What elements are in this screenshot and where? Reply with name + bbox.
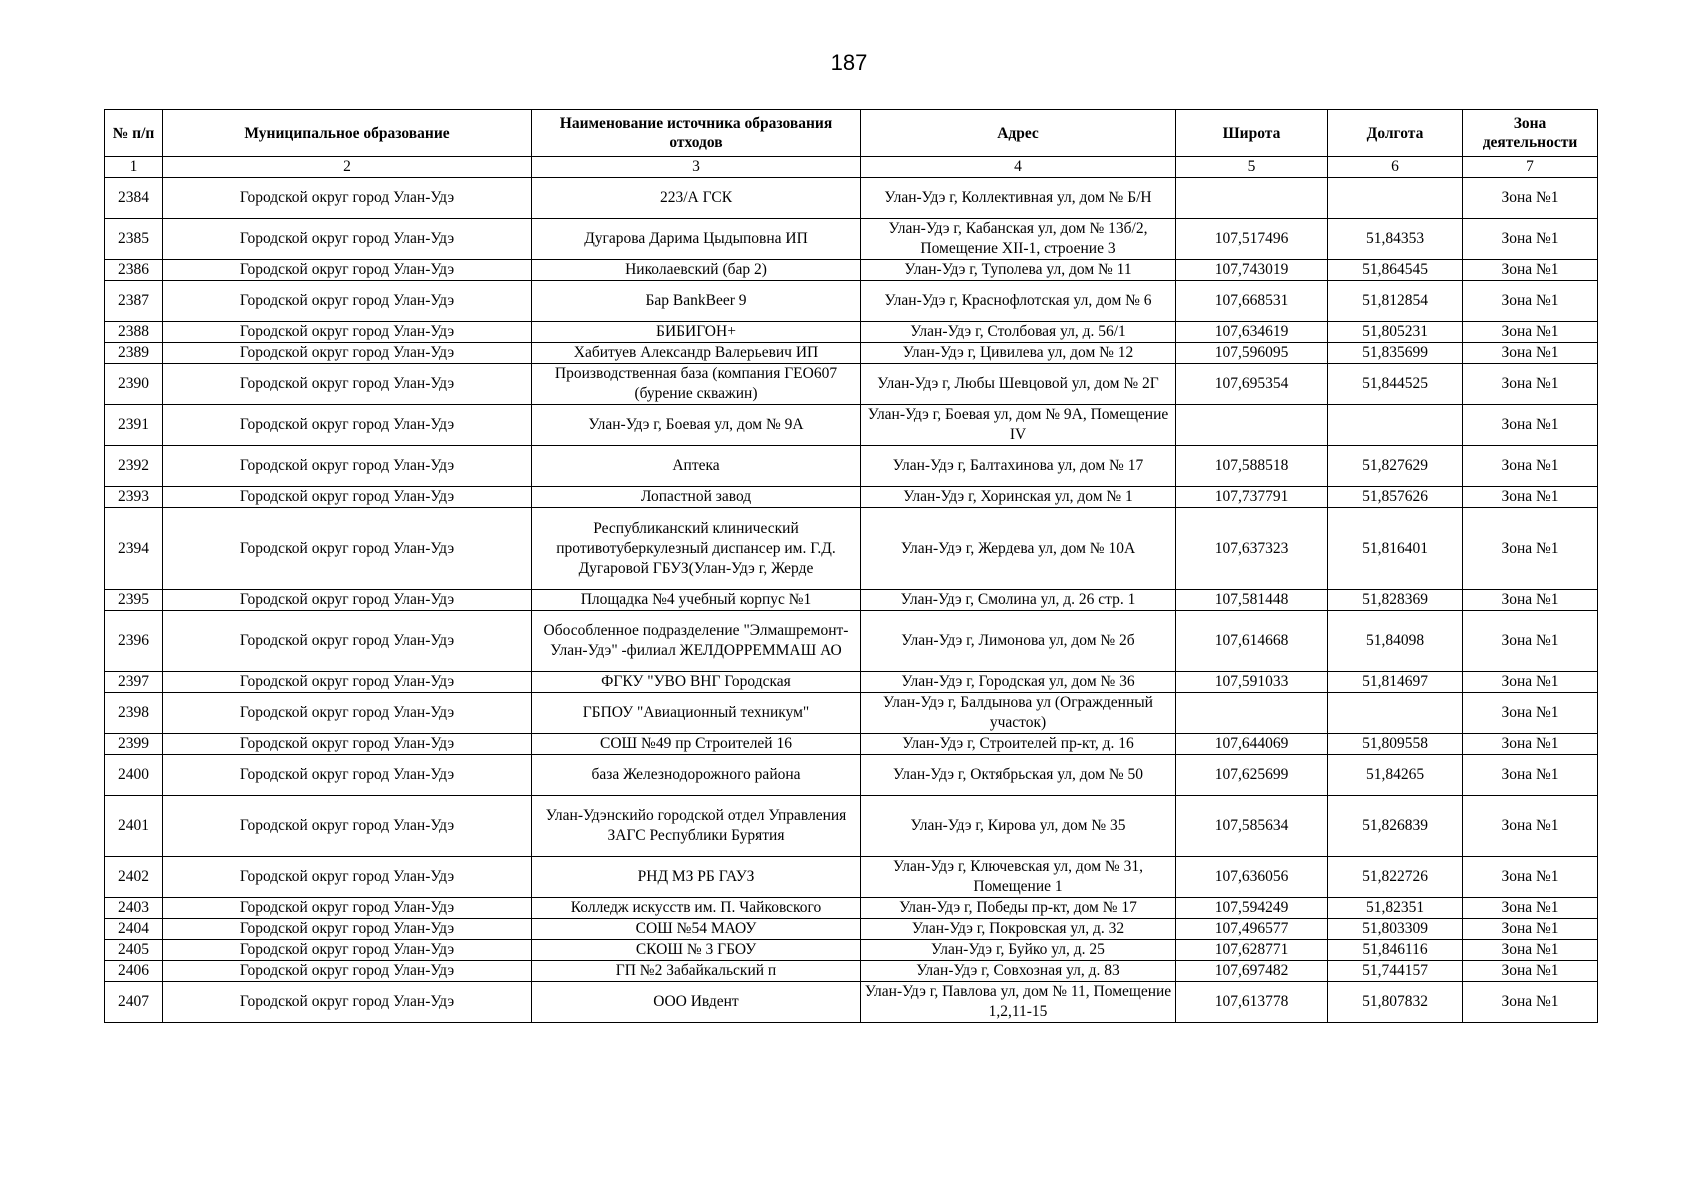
latitude-cell: 107,737791 xyxy=(1176,487,1328,508)
longitude-cell: 51,82351 xyxy=(1328,898,1463,919)
address-cell: Улан-Удэ г, Столбовая ул, д. 56/1 xyxy=(861,322,1176,343)
longitude-cell: 51,807832 xyxy=(1328,982,1463,1023)
longitude-cell: 51,744157 xyxy=(1328,961,1463,982)
table-row xyxy=(105,919,1598,940)
row-number-cell: 2388 xyxy=(105,322,163,343)
address-cell: Улан-Удэ г, Городская ул, дом № 36 xyxy=(861,672,1176,693)
source-name-cell: 223/А ГСК xyxy=(532,178,861,219)
municipality-cell: Городской округ город Улан-Удэ xyxy=(163,281,532,322)
zone-cell: Зона №1 xyxy=(1463,260,1598,281)
longitude-cell: 51,805231 xyxy=(1328,322,1463,343)
zone-cell: Зона №1 xyxy=(1463,857,1598,898)
longitude-cell: 51,814697 xyxy=(1328,672,1463,693)
row-number-cell: 2389 xyxy=(105,343,163,364)
row-number-cell: 2391 xyxy=(105,405,163,446)
table-row xyxy=(105,446,1598,487)
source-name-cell: Улан-Удэнскийо городской отдел Управления ЗАГС Республики Бурятия xyxy=(532,796,861,857)
row-number-cell: 2392 xyxy=(105,446,163,487)
longitude-cell xyxy=(1328,693,1463,734)
municipality-cell: Городской округ город Улан-Удэ xyxy=(163,982,532,1023)
table-row xyxy=(105,260,1598,281)
table-row xyxy=(105,343,1598,364)
municipality-cell: Городской округ город Улан-Удэ xyxy=(163,322,532,343)
address-cell: Улан-Удэ г, Буйко ул, д. 25 xyxy=(861,940,1176,961)
column-number: 4 xyxy=(861,157,1176,178)
address-cell: Улан-Удэ г, Любы Шевцовой ул, дом № 2Г xyxy=(861,364,1176,405)
source-name-cell: Производственная база (компания ГЕО607 (бурение скважин) xyxy=(532,364,861,405)
latitude-cell: 107,636056 xyxy=(1176,857,1328,898)
table-row xyxy=(105,961,1598,982)
longitude-cell: 51,803309 xyxy=(1328,919,1463,940)
source-name-cell: БИБИГОН+ xyxy=(532,322,861,343)
row-number-cell: 2395 xyxy=(105,590,163,611)
municipality-cell: Городской округ город Улан-Удэ xyxy=(163,611,532,672)
latitude-cell: 107,496577 xyxy=(1176,919,1328,940)
header-municipality: Муниципальное образование xyxy=(163,110,532,157)
row-number-cell: 2390 xyxy=(105,364,163,405)
row-number-cell: 2386 xyxy=(105,260,163,281)
page-number: 187 xyxy=(830,50,868,75)
latitude-cell xyxy=(1176,178,1328,219)
column-number: 7 xyxy=(1463,157,1598,178)
longitude-cell: 51,812854 xyxy=(1328,281,1463,322)
latitude-cell: 107,628771 xyxy=(1176,940,1328,961)
row-number-cell: 2385 xyxy=(105,219,163,260)
column-number-row xyxy=(105,157,1598,178)
longitude-cell: 51,826839 xyxy=(1328,796,1463,857)
longitude-cell: 51,816401 xyxy=(1328,508,1463,590)
zone-cell: Зона №1 xyxy=(1463,961,1598,982)
zone-cell: Зона №1 xyxy=(1463,734,1598,755)
zone-cell: Зона №1 xyxy=(1463,940,1598,961)
longitude-cell: 51,827629 xyxy=(1328,446,1463,487)
column-number: 6 xyxy=(1328,157,1463,178)
table-row xyxy=(105,219,1598,260)
municipality-cell: Городской округ город Улан-Удэ xyxy=(163,405,532,446)
zone-cell: Зона №1 xyxy=(1463,322,1598,343)
municipality-cell: Городской округ город Улан-Удэ xyxy=(163,364,532,405)
table-body xyxy=(105,178,1598,1023)
table-row xyxy=(105,281,1598,322)
municipality-cell: Городской округ город Улан-Удэ xyxy=(163,898,532,919)
latitude-cell: 107,668531 xyxy=(1176,281,1328,322)
zone-cell: Зона №1 xyxy=(1463,343,1598,364)
longitude-cell: 51,84265 xyxy=(1328,755,1463,796)
row-number-cell: 2397 xyxy=(105,672,163,693)
zone-cell: Зона №1 xyxy=(1463,446,1598,487)
source-name-cell: база Железнодорожного района xyxy=(532,755,861,796)
address-cell: Улан-Удэ г, Покровская ул, д. 32 xyxy=(861,919,1176,940)
address-cell: Улан-Удэ г, Лимонова ул, дом № 2б xyxy=(861,611,1176,672)
longitude-cell: 51,809558 xyxy=(1328,734,1463,755)
source-name-cell: ГБПОУ "Авиационный техникум" xyxy=(532,693,861,734)
row-number-cell: 2396 xyxy=(105,611,163,672)
address-cell: Улан-Удэ г, Ключевская ул, дом № 31, Помещение 1 xyxy=(861,857,1176,898)
municipality-cell: Городской округ город Улан-Удэ xyxy=(163,857,532,898)
table-row xyxy=(105,898,1598,919)
longitude-cell: 51,844525 xyxy=(1328,364,1463,405)
table-row xyxy=(105,322,1598,343)
latitude-cell: 107,613778 xyxy=(1176,982,1328,1023)
column-number: 5 xyxy=(1176,157,1328,178)
column-number: 1 xyxy=(105,157,163,178)
address-cell: Улан-Удэ г, Коллективная ул, дом № Б/Н xyxy=(861,178,1176,219)
municipality-cell: Городской округ город Улан-Удэ xyxy=(163,961,532,982)
zone-cell: Зона №1 xyxy=(1463,755,1598,796)
latitude-cell xyxy=(1176,693,1328,734)
latitude-cell: 107,585634 xyxy=(1176,796,1328,857)
source-name-cell: Обособленное подразделение "Элмашремонт-Улан-Удэ" -филиал ЖЕЛДОРРЕММАШ АО xyxy=(532,611,861,672)
address-cell: Улан-Удэ г, Цивилева ул, дом № 12 xyxy=(861,343,1176,364)
header-row-number: № п/п xyxy=(105,110,163,157)
address-cell: Улан-Удэ г, Совхозная ул, д. 83 xyxy=(861,961,1176,982)
table-row xyxy=(105,611,1598,672)
zone-cell: Зона №1 xyxy=(1463,178,1598,219)
row-number-cell: 2387 xyxy=(105,281,163,322)
municipality-cell: Городской округ город Улан-Удэ xyxy=(163,672,532,693)
latitude-cell: 107,625699 xyxy=(1176,755,1328,796)
address-cell: Улан-Удэ г, Балтахинова ул, дом № 17 xyxy=(861,446,1176,487)
source-name-cell: Бар BankBeer 9 xyxy=(532,281,861,322)
source-name-cell: Колледж искусств им. П. Чайковского xyxy=(532,898,861,919)
longitude-cell: 51,846116 xyxy=(1328,940,1463,961)
municipality-cell: Городской округ город Улан-Удэ xyxy=(163,919,532,940)
source-name-cell: Хабитуев Александр Валерьевич ИП xyxy=(532,343,861,364)
row-number-cell: 2402 xyxy=(105,857,163,898)
address-cell: Улан-Удэ г, Октябрьская ул, дом № 50 xyxy=(861,755,1176,796)
municipality-cell: Городской округ город Улан-Удэ xyxy=(163,219,532,260)
row-number-cell: 2400 xyxy=(105,755,163,796)
row-number-cell: 2407 xyxy=(105,982,163,1023)
column-number: 3 xyxy=(532,157,861,178)
zone-cell: Зона №1 xyxy=(1463,487,1598,508)
municipality-cell: Городской округ город Улан-Удэ xyxy=(163,693,532,734)
header-row xyxy=(105,110,1598,157)
municipality-cell: Городской округ город Улан-Удэ xyxy=(163,260,532,281)
latitude-cell xyxy=(1176,405,1328,446)
municipality-cell: Городской округ город Улан-Удэ xyxy=(163,734,532,755)
latitude-cell: 107,743019 xyxy=(1176,260,1328,281)
row-number-cell: 2404 xyxy=(105,919,163,940)
source-name-cell: Дугарова Дарима Цыдыповна ИП xyxy=(532,219,861,260)
header-source-name: Наименование источника образования отходов xyxy=(532,110,861,157)
latitude-cell: 107,695354 xyxy=(1176,364,1328,405)
latitude-cell: 107,594249 xyxy=(1176,898,1328,919)
address-cell: Улан-Удэ г, Хоринская ул, дом № 1 xyxy=(861,487,1176,508)
row-number-cell: 2403 xyxy=(105,898,163,919)
zone-cell: Зона №1 xyxy=(1463,898,1598,919)
address-cell: Улан-Удэ г, Боевая ул, дом № 9А, Помещение IV xyxy=(861,405,1176,446)
municipality-cell: Городской округ город Улан-Удэ xyxy=(163,487,532,508)
latitude-cell: 107,591033 xyxy=(1176,672,1328,693)
table-header xyxy=(105,110,1598,178)
source-name-cell: ООО Ивдент xyxy=(532,982,861,1023)
source-name-cell: Улан-Удэ г, Боевая ул, дом № 9А xyxy=(532,405,861,446)
row-number-cell: 2399 xyxy=(105,734,163,755)
zone-cell: Зона №1 xyxy=(1463,590,1598,611)
column-number: 2 xyxy=(163,157,532,178)
municipality-cell: Городской округ город Улан-Удэ xyxy=(163,178,532,219)
address-cell: Улан-Удэ г, Смолина ул, д. 26 стр. 1 xyxy=(861,590,1176,611)
table-row xyxy=(105,364,1598,405)
longitude-cell xyxy=(1328,178,1463,219)
latitude-cell: 107,634619 xyxy=(1176,322,1328,343)
table-row xyxy=(105,796,1598,857)
source-name-cell: СОШ №49 пр Строителей 16 xyxy=(532,734,861,755)
row-number-cell: 2393 xyxy=(105,487,163,508)
address-cell: Улан-Удэ г, Победы пр-кт, дом № 17 xyxy=(861,898,1176,919)
source-name-cell: СОШ №54 МАОУ xyxy=(532,919,861,940)
address-cell: Улан-Удэ г, Жердева ул, дом № 10А xyxy=(861,508,1176,590)
header-address: Адрес xyxy=(861,110,1176,157)
zone-cell: Зона №1 xyxy=(1463,508,1598,590)
municipality-cell: Городской округ город Улан-Удэ xyxy=(163,796,532,857)
zone-cell: Зона №1 xyxy=(1463,219,1598,260)
longitude-cell xyxy=(1328,405,1463,446)
table-row xyxy=(105,857,1598,898)
table-row xyxy=(105,693,1598,734)
table-row xyxy=(105,590,1598,611)
latitude-cell: 107,637323 xyxy=(1176,508,1328,590)
latitude-cell: 107,588518 xyxy=(1176,446,1328,487)
zone-cell: Зона №1 xyxy=(1463,982,1598,1023)
row-number-cell: 2398 xyxy=(105,693,163,734)
source-name-cell: РНД МЗ РБ ГАУЗ xyxy=(532,857,861,898)
longitude-cell: 51,84098 xyxy=(1328,611,1463,672)
header-zone: Зона деятельности xyxy=(1463,110,1598,157)
table-row xyxy=(105,178,1598,219)
municipality-cell: Городской округ город Улан-Удэ xyxy=(163,940,532,961)
zone-cell: Зона №1 xyxy=(1463,611,1598,672)
longitude-cell: 51,857626 xyxy=(1328,487,1463,508)
row-number-cell: 2406 xyxy=(105,961,163,982)
source-name-cell: ФГКУ "УВО ВНГ Городская xyxy=(532,672,861,693)
address-cell: Улан-Удэ г, Кабанская ул, дом № 13б/2, Помещение XII-1, строение 3 xyxy=(861,219,1176,260)
source-name-cell: Площадка №4 учебный корпус №1 xyxy=(532,590,861,611)
address-cell: Улан-Удэ г, Строителей пр-кт, д. 16 xyxy=(861,734,1176,755)
longitude-cell: 51,828369 xyxy=(1328,590,1463,611)
latitude-cell: 107,614668 xyxy=(1176,611,1328,672)
longitude-cell: 51,84353 xyxy=(1328,219,1463,260)
latitude-cell: 107,644069 xyxy=(1176,734,1328,755)
table-row xyxy=(105,405,1598,446)
source-name-cell: ГП №2 Забайкальский п xyxy=(532,961,861,982)
municipality-cell: Городской округ город Улан-Удэ xyxy=(163,755,532,796)
zone-cell: Зона №1 xyxy=(1463,693,1598,734)
zone-cell: Зона №1 xyxy=(1463,919,1598,940)
zone-cell: Зона №1 xyxy=(1463,364,1598,405)
zone-cell: Зона №1 xyxy=(1463,281,1598,322)
longitude-cell: 51,822726 xyxy=(1328,857,1463,898)
waste-source-table xyxy=(104,109,1598,1023)
source-name-cell: Республиканский клинический противотуберкулезный диспансер им. Г.Д. Дугаровой ГБУЗ(Улан-Удэ г, Жерде xyxy=(532,508,861,590)
table-row xyxy=(105,508,1598,590)
zone-cell: Зона №1 xyxy=(1463,405,1598,446)
latitude-cell: 107,517496 xyxy=(1176,219,1328,260)
address-cell: Улан-Удэ г, Балдынова ул (Огражденный участок) xyxy=(861,693,1176,734)
municipality-cell: Городской округ город Улан-Удэ xyxy=(163,508,532,590)
row-number-cell: 2394 xyxy=(105,508,163,590)
latitude-cell: 107,581448 xyxy=(1176,590,1328,611)
table-row xyxy=(105,487,1598,508)
table-row xyxy=(105,672,1598,693)
municipality-cell: Городской округ город Улан-Удэ xyxy=(163,590,532,611)
table-row xyxy=(105,940,1598,961)
longitude-cell: 51,835699 xyxy=(1328,343,1463,364)
table-row xyxy=(105,734,1598,755)
source-name-cell: Аптека xyxy=(532,446,861,487)
latitude-cell: 107,697482 xyxy=(1176,961,1328,982)
municipality-cell: Городской округ город Улан-Удэ xyxy=(163,446,532,487)
source-name-cell: Николаевский (бар 2) xyxy=(532,260,861,281)
latitude-cell: 107,596095 xyxy=(1176,343,1328,364)
table-row xyxy=(105,982,1598,1023)
row-number-cell: 2384 xyxy=(105,178,163,219)
table-row xyxy=(105,755,1598,796)
zone-cell: Зона №1 xyxy=(1463,672,1598,693)
row-number-cell: 2401 xyxy=(105,796,163,857)
address-cell: Улан-Удэ г, Краснофлотская ул, дом № 6 xyxy=(861,281,1176,322)
header-longitude: Долгота xyxy=(1328,110,1463,157)
source-name-cell: СКОШ № 3 ГБОУ xyxy=(532,940,861,961)
header-latitude: Широта xyxy=(1176,110,1328,157)
municipality-cell: Городской округ город Улан-Удэ xyxy=(163,343,532,364)
address-cell: Улан-Удэ г, Туполева ул, дом № 11 xyxy=(861,260,1176,281)
zone-cell: Зона №1 xyxy=(1463,796,1598,857)
row-number-cell: 2405 xyxy=(105,940,163,961)
address-cell: Улан-Удэ г, Кирова ул, дом № 35 xyxy=(861,796,1176,857)
longitude-cell: 51,864545 xyxy=(1328,260,1463,281)
source-name-cell: Лопастной завод xyxy=(532,487,861,508)
address-cell: Улан-Удэ г, Павлова ул, дом № 11, Помещение 1,2,11-15 xyxy=(861,982,1176,1023)
